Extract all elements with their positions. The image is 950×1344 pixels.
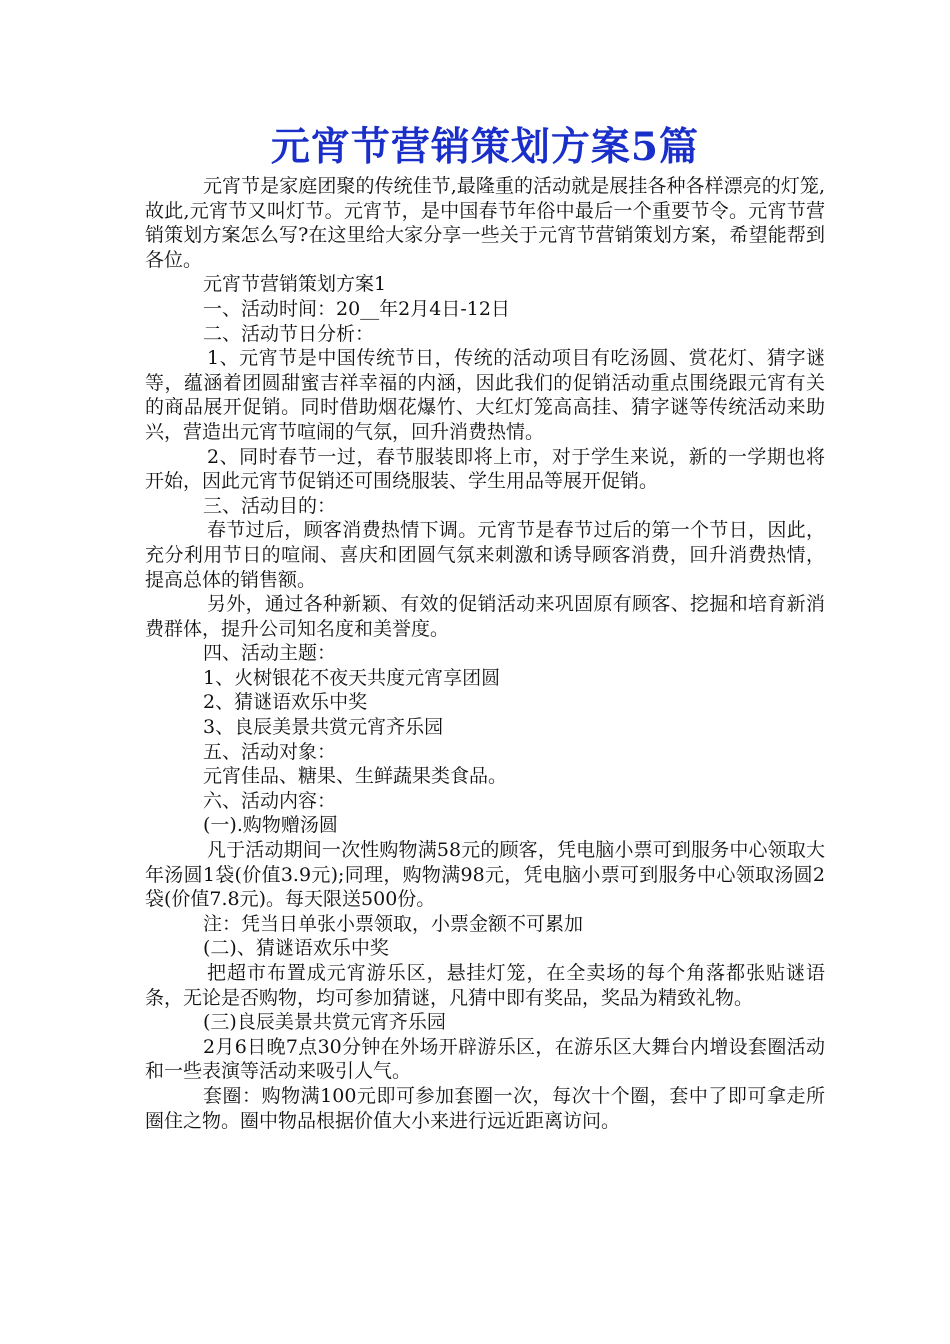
paragraph-section-6-heading: 六、活动内容： (203, 789, 337, 812)
paragraph-purpose-1: 春节过后，顾客消费热情下调。元宵节是春节过后的第一个节日，因此，充分利用节日的喧闹、喜庆和团圆气氛来刺激和诱导顾客消费，回升消费热情，提高总体的销售额。 (145, 519, 825, 591)
paragraph-analysis-1: 1、元宵节是中国传统节日，传统的活动项目有吃汤圆、赏花灯、猜字谜等，蕴涵着团圆甜蜜吉祥幸福的内涵，因此我们的促销活动重点围绕跟元宵有关的商品展开促销。同时借助烟花爆竹、大红灯笼高高挂、猜字谜等传统活动来助兴，营造出元宵节喧闹的气氛，回升消费热情。 (145, 347, 825, 443)
paragraph-plan-heading: 元宵节营销策划方案1 (203, 273, 387, 296)
paragraph-theme-3: 3、良辰美景共赏元宵齐乐园 (203, 716, 444, 739)
paragraph-content-1-note: 注：凭当日单张小票领取，小票金额不可累加 (203, 912, 584, 935)
paragraph-section-2-heading: 二、活动节日分析： (203, 322, 375, 345)
paragraph-content-3-heading: (三)良辰美景共赏元宵齐乐园 (203, 1011, 446, 1034)
paragraph-intro: 元宵节是家庭团聚的传统佳节,最隆重的活动就是展挂各种各样漂亮的灯笼,故此,元宵节又叫灯节。元宵节，是中国春节年俗中最后一个重要节令。元宵节营销策划方案怎么写?在这里给大家分享一些关于元宵节营销策划方案，希望能帮到各位。 (145, 175, 825, 271)
paragraph-theme-1: 1、火树银花不夜天共度元宵享团圆 (203, 666, 501, 689)
paragraph-content-2-body: 把超市布置成元宵游乐区，悬挂灯笼，在全卖场的每个角落都张贴谜语条，无论是否购物，均可参加猜谜，凡猜中即有奖品，奖品为精致礼物。 (145, 962, 825, 1009)
paragraph-section-3-heading: 三、活动目的： (203, 494, 337, 517)
paragraph-target: 元宵佳品、糖果、生鲜蔬果类食品。 (203, 765, 508, 788)
paragraph-section-5-heading: 五、活动对象： (203, 740, 337, 763)
paragraph-analysis-2: 2、同时春节一过，春节服装即将上市，对于学生来说，新的一学期也将开始，因此元宵节促销还可围绕服装、学生用品等展开促销。 (145, 445, 825, 493)
paragraph-ring-toss: 套圈：购物满100元即可参加套圈一次，每次十个圈，套中了即可拿走所圈住之物。圈中物品根据价值大小来进行远近距离访问。 (145, 1084, 825, 1132)
paragraph-purpose-2: 另外，通过各种新颖、有效的促销活动来巩固原有顾客、挖掘和培育新消费群体，提升公司知名度和美誉度。 (145, 593, 825, 640)
paragraph-content-2-heading: (二)、猜谜语欢乐中奖 (203, 937, 389, 960)
document-page (145, 120, 825, 1133)
paragraph-content-1-body: 凡于活动期间一次性购物满58元的顾客，凭电脑小票可到服务中心领取大年汤圆1袋(价值3.9元);同理，购物满98元，凭电脑小票可到服务中心领取汤圆2袋(价值7.8元)。每天限送500份。 (145, 839, 825, 911)
document-title: 元宵节营销策划方案5篇 (270, 124, 700, 170)
paragraph-theme-2: 2、猜谜语欢乐中奖 (203, 691, 368, 714)
paragraph-section-4-heading: 四、活动主题： (203, 642, 337, 665)
paragraph-activity-time: 一、活动时间：20__年2月4日-12日 (203, 297, 510, 320)
paragraph-content-1-heading: (一).购物赠汤圆 (203, 814, 338, 837)
paragraph-content-3-body: 2月6日晚7点30分钟在外场开辟游乐区，在游乐区大舞台内增设套圈活动和一些表演等活动来吸引人气。 (145, 1035, 825, 1083)
